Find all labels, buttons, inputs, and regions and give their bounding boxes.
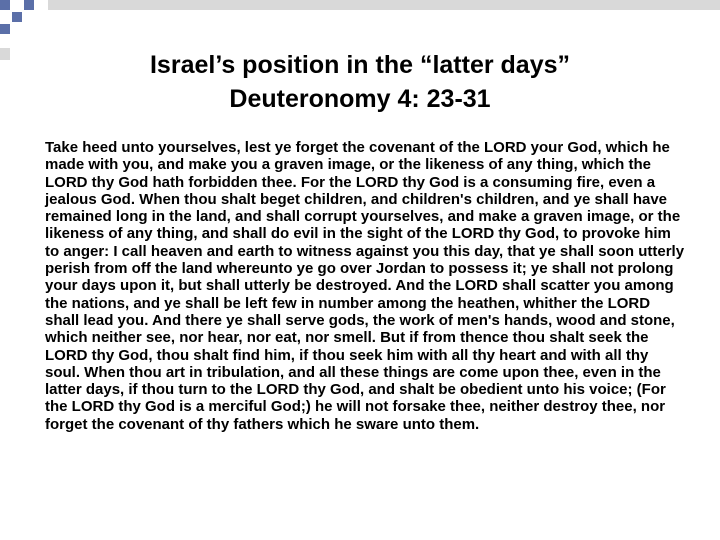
grid-cell (0, 0, 10, 10)
grid-cell (24, 0, 34, 10)
slide-title-line-2: Deuteronomy 4: 23-31 (229, 85, 491, 113)
grid-cell (12, 24, 22, 34)
slide-title (60, 48, 660, 116)
grid-cell (12, 0, 22, 10)
grid-cell (0, 36, 10, 46)
grid-left-bar (0, 48, 10, 60)
grid-top-bar (48, 0, 720, 10)
grid-cell (0, 12, 10, 22)
grid-cell (12, 12, 22, 22)
grid-cell (0, 24, 10, 34)
scripture-text: Take heed unto yourselves, lest ye forget the covenant of the LORD your God, which he made with you, and make you a graven image, or the likeness of any thing, which the LORD thy God hath forbidden thee. For the LORD thy God is a consuming fire, even a jealous God. When thou shalt beget children, and children's children, and ye shall have remained long in the land, and shall corrupt yourselves, and make a graven image, or the likeness of any thing, and shall do evil in the sight of the LORD thy God, to provoke him to anger: I call heaven and earth to witness against you this day, that ye shall soon utterly perish from off the land whereunto ye go over Jordan to possess it; ye shall not prolong your days upon it, but shall utterly be destroyed. And the LORD shall scatter you among the nations, and ye shall be left few in number among the heathen, whither the LORD shall lead you. And there ye shall serve gods, the work of men's hands, wood and stone, which neither see, nor hear, nor eat, nor smell. But if from thence thou shalt seek the LORD thy God, thou shalt find him, if thou seek him with all thy heart and with all thy soul. When thou art in tribulation, and all these things are come upon thee, even in the latter days, if thou turn to the LORD thy God, and shalt be obedient unto his voice; (For the LORD thy God is a merciful God;) he will not forsake thee, neither destroy thee, nor forget the covenant of thy fathers which he sware unto them. (45, 139, 685, 433)
slide-title-line-1: Israel’s position in the “latter days” (149, 51, 571, 79)
grid-cell (36, 0, 46, 10)
grid-cell (24, 12, 34, 22)
